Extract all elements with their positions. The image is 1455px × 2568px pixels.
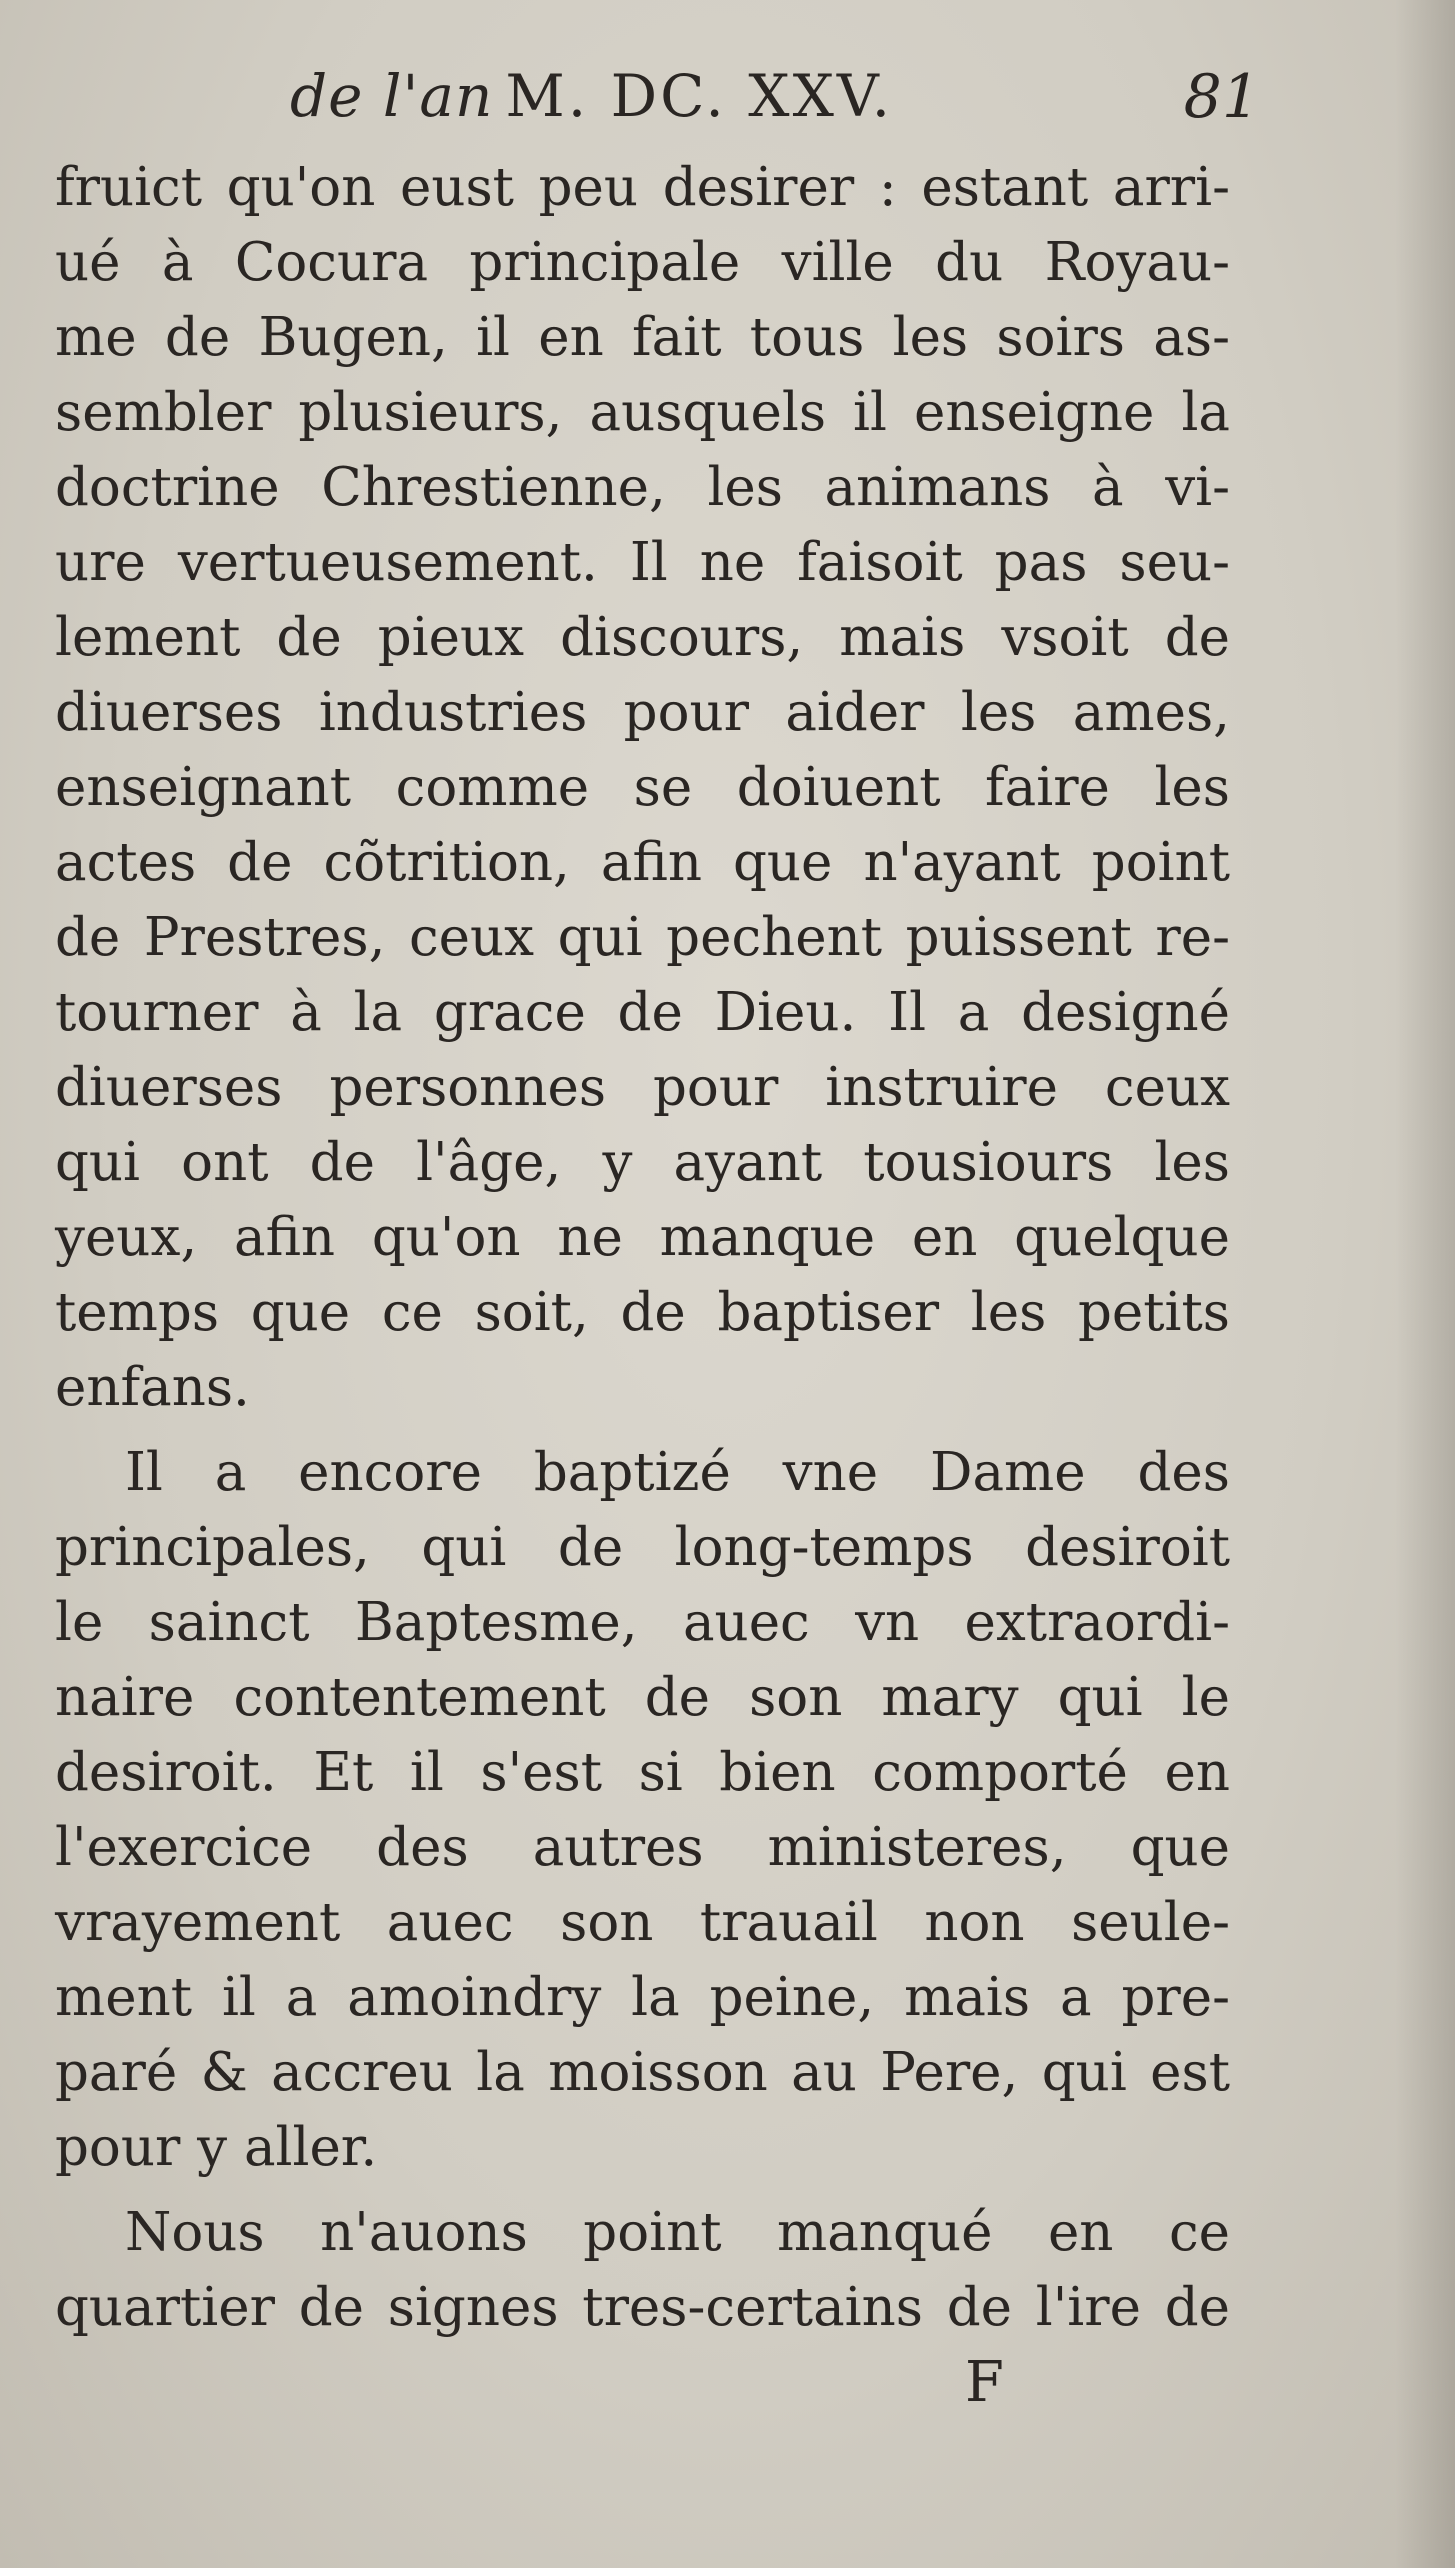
- text-line: desiroit. Et il s'est si bien comporté en: [55, 1742, 1230, 1803]
- text-line: lement de pieux discours, mais vsoit de: [55, 607, 1230, 668]
- text-line: pour y aller.: [55, 2117, 378, 2178]
- text-line: temps que ce soit, de baptiser les petits: [55, 1282, 1230, 1343]
- text-line: sembler plusieurs, ausquels il enseigne la: [55, 382, 1230, 443]
- signature-mark: F: [965, 2350, 1004, 2415]
- text-line: le sainct Baptesme, auec vn extraordi-: [55, 1592, 1230, 1653]
- text-line: quartier de signes tres-certains de l'ire de: [55, 2277, 1230, 2338]
- text-line: enseignant comme se doiuent faire les: [55, 757, 1230, 818]
- running-head: [290, 62, 893, 130]
- paragraph-start-line: Il a encore baptizé vne Dame des: [125, 1442, 1230, 1503]
- text-line: principales, qui de long-temps desiroit: [55, 1517, 1230, 1578]
- text-line: de Prestres, ceux qui pechent puissent re-: [55, 907, 1230, 968]
- text-line: ure vertueusement. Il ne faisoit pas seu-: [55, 532, 1230, 593]
- text-line: paré & accreu la moisson au Pere, qui est: [55, 2042, 1230, 2103]
- text-line: doctrine Chrestienne, les animans à vi-: [55, 457, 1230, 518]
- page-number: 81: [1183, 62, 1260, 132]
- text-line: diuerses personnes pour instruire ceux: [55, 1057, 1230, 1118]
- running-head-year: M. DC. XXV.: [505, 62, 894, 130]
- text-line: fruict qu'on eust peu desirer : estant arri-: [55, 157, 1230, 218]
- page-header: [280, 62, 1260, 142]
- text-line: diuerses industries pour aider les ames,: [55, 682, 1230, 743]
- text-line: tourner à la grace de Dieu. Il a designé: [55, 982, 1230, 1043]
- text-line: ué à Cocura principale ville du Royau-: [55, 232, 1230, 293]
- body-text: [55, 150, 1230, 2345]
- text-line: naire contentement de son mary qui le: [55, 1667, 1230, 1728]
- text-line: yeux, afin qu'on ne manque en quelque: [55, 1207, 1230, 1268]
- text-line: enfans.: [55, 1357, 250, 1418]
- text-line: l'exercice des autres ministeres, que: [55, 1817, 1230, 1878]
- paragraph-start-line: Nous n'auons point manqué en ce: [125, 2202, 1230, 2263]
- text-line: me de Bugen, il en fait tous les soirs as-: [55, 307, 1230, 368]
- text-line: vrayement auec son trauail non seule-: [55, 1892, 1230, 1953]
- text-line: qui ont de l'âge, y ayant tousiours les: [55, 1132, 1230, 1193]
- running-head-text: de l'an: [290, 62, 494, 130]
- text-line: actes de cõtrition, afin que n'ayant point: [55, 832, 1230, 893]
- text-line: ment il a amoindry la peine, mais a pre-: [55, 1967, 1230, 2028]
